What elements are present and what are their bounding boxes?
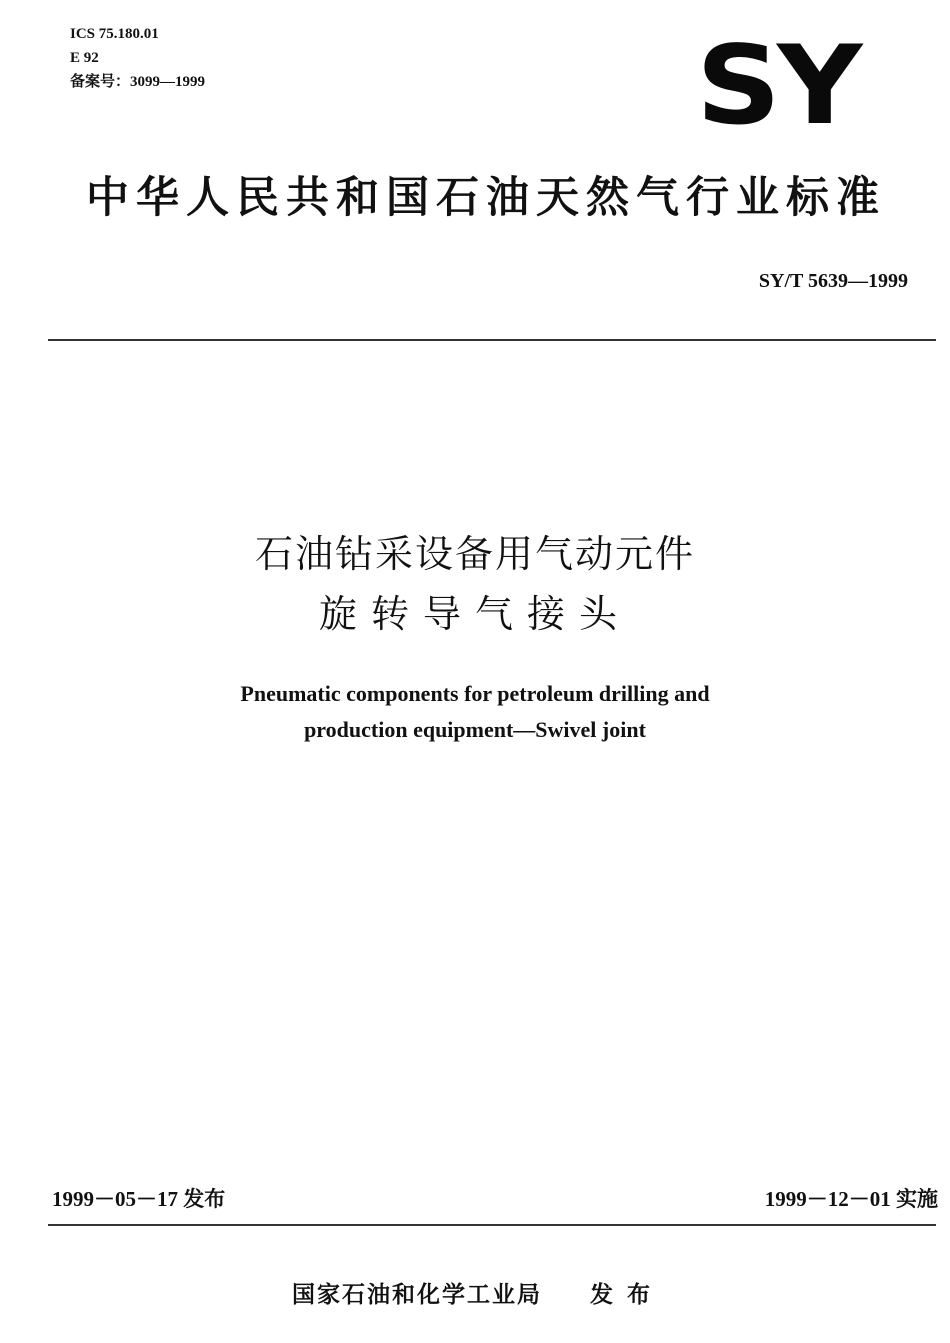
issuer-block [292, 1276, 664, 1309]
english-title-line-1: Pneumatic components for petroleum drilling and [240, 681, 710, 706]
chinese-title-line-1: 石油钻采设备用气动元件 [254, 532, 695, 576]
bottom-divider [48, 1224, 936, 1226]
implementation-date: 1999－12－01 实施 [764, 1187, 938, 1211]
top-divider [48, 339, 936, 341]
issuer-name: 国家石油和化学工业局 [292, 1282, 542, 1308]
english-title-line-2: production equipment—Swivel joint [304, 717, 646, 742]
chinese-title-line-2: 旋转导气接头 [318, 592, 631, 636]
issuer-action: 发布 [590, 1282, 664, 1308]
classification-code: E 92 [70, 50, 99, 66]
filing-number: 备案号：3099—1999 [70, 74, 206, 90]
issue-date: 1999－05－17 发布 [52, 1187, 226, 1211]
sy-logo: SY [696, 22, 859, 149]
metadata-block [70, 22, 205, 94]
organization-title: 中华人民共和国石油天然气行业标准 [86, 173, 886, 223]
ics-code: ICS 75.180.01 [70, 26, 159, 42]
standard-number: SY/T 5639—1999 [758, 270, 908, 292]
